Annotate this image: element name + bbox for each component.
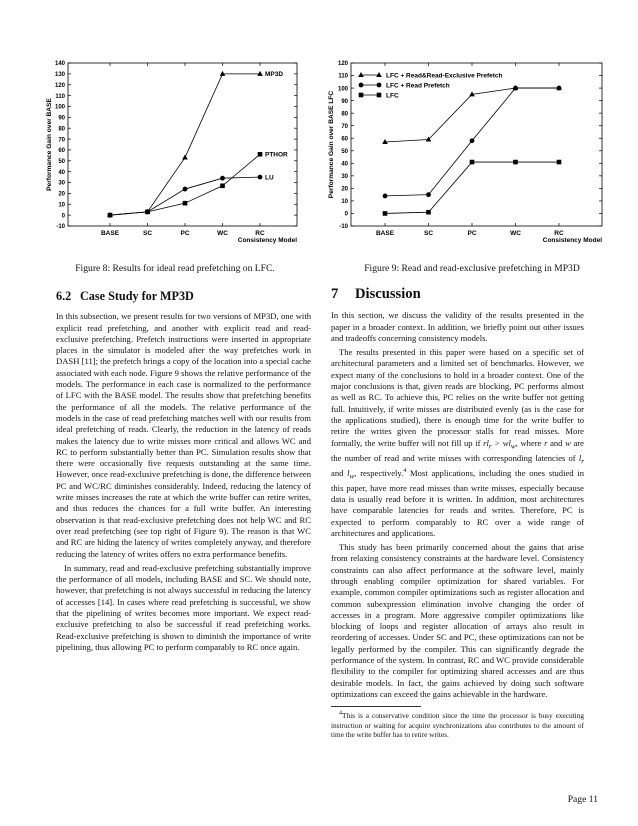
data-point — [513, 160, 518, 165]
series-lfc — [383, 160, 562, 216]
x-tick-label: WC — [217, 230, 228, 237]
x-axis-label: Consistency Model — [542, 237, 602, 244]
legend-marker — [376, 72, 382, 77]
y-tick-label: 80 — [58, 126, 65, 133]
page-number: Page 11 — [567, 794, 598, 805]
data-point — [470, 138, 475, 143]
data-point — [383, 194, 388, 199]
series-line — [110, 154, 260, 215]
x-axis-label: Consistency Model — [237, 237, 297, 244]
data-point — [257, 71, 263, 76]
y-tick-label: 10 — [341, 199, 348, 206]
y-tick-label: 90 — [341, 98, 348, 105]
data-point — [557, 86, 562, 91]
legend-label: LFC — [386, 92, 399, 100]
y-axis-label: Performance Gain over BASE LFC — [328, 90, 335, 199]
series-lfc-read-prefetch — [383, 86, 562, 199]
data-point — [258, 152, 263, 157]
y-tick-label: 140 — [54, 61, 65, 68]
footnote-4: $^4$This is a conservative condition since the time the processor is busy executing instruction or waiting for acquire synchronizations also contributes to the amount of time the write buffer has to retire writes. — [331, 710, 584, 740]
section-7-paragraph-1: In this section, we discuss the validity of the results presented in the paper in a broader context. In addition, we briefly point out other issues and tradeoffs concerning consistency models. — [331, 310, 584, 343]
data-point — [220, 71, 226, 76]
legend-marker — [377, 83, 382, 88]
figure-9-svg — [324, 56, 608, 246]
data-point — [470, 160, 475, 165]
y-tick-label: 70 — [341, 123, 348, 130]
series-label: MP3D — [265, 71, 284, 79]
y-tick-label: 120 — [337, 61, 348, 68]
figure-9-caption: Figure 9: Read and read-exclusive prefetching in MP3D — [364, 263, 580, 274]
data-point — [220, 176, 225, 181]
y-tick-label: 10 — [58, 202, 65, 209]
x-tick-label: BASE — [100, 230, 120, 237]
data-point — [183, 201, 188, 206]
legend-marker — [377, 93, 382, 98]
section-7-paragraph-2: The results presented in this paper were based on a specific set of architectural parameters and a limited set of benchmarks. However, we expect many of the conclusions to hold in a broader context. One of the major conclusions is that, given reads are blocking, PC performs almost as well as RC. To achieve this, PC relies on the write buffer not getting full. Intuitively, if write misses are distributed evenly (as is the case for the applications studied), there is enough time for the write buffer to retire the writes given the processor stalls for read misses. More formally, the write buffer will not fill up if $rl_r > wl_w$, where r and w are the number of read and write misses with corresponding latencies of $l_r$ and $l_w$, respectively.$^4$ Most applications, including the ones studied in this paper, have more read misses than write misses, especially because data is usually read before it is written. In addition, most architectures have comparable latencies for reads and writes. Therefore, PC is expected to perform comparably to RC over a wide range of architectures and applications. — [331, 347, 585, 538]
figure-8-svg — [42, 56, 300, 246]
y-tick-label: 30 — [58, 180, 65, 187]
legend-marker — [359, 83, 364, 88]
data-point — [383, 211, 388, 216]
y-tick-label: 110 — [338, 73, 348, 80]
data-point — [183, 187, 188, 192]
data-point — [557, 160, 562, 165]
y-tick-label: 60 — [58, 148, 65, 155]
figure-8-caption: Figure 8: Results for ideal read prefetching on LFC. — [75, 263, 275, 274]
x-tick-label: BASE — [375, 230, 395, 237]
y-tick-label: 0 — [61, 213, 65, 220]
footnote-rule — [331, 706, 421, 707]
left-column — [56, 291, 311, 653]
y-tick-label: 40 — [58, 169, 65, 176]
y-tick-label: 20 — [58, 191, 65, 198]
x-tick-label: RC — [255, 230, 265, 237]
y-tick-label: 50 — [341, 148, 348, 155]
y-tick-label: 90 — [58, 115, 65, 122]
section-6-2-paragraph-1: In this subsection, we present results for two versions of MP3D, one with explicit read prefetching, and another with explicit read and read-exclusive prefetching. Prefetch instructions were inserted in appropriate places in the simulator is modeled after the way prefetches work in DASH [11]; the prefetch brings a copy of the location into a special cache associated with each node. Figure 9 shows the relative performance of the models. The performance in each case is normalized to the performance of LFC with the BASE model. The results show that prefetching benefits the performance of all the models. The relative performance of the models in the case of read prefetching matches well with our results from ideal prefetching of reads. Clearly, the reduction in the latency of reads makes the latency due to write misses more critical and allows WC and RC to perform substantially better than PC. Simulation results show that there were occasionally five requests outstanding at the same time. However, once read-exclusive prefetching is done, the difference between PC and WC/RC diminishes considerably. Indeed, reducing the latency of write misses increases the rate at which the write buffer can retire writes, and thus reduces the chances for a full write buffer. An interesting observation is that read-exclusive prefetching does not help WC and RC over read prefetching (see top right of Figure 9). The reason is that WC and RC are hiding the latency of writes completely anyway, and therefore reducing the latency of writes offers no extra performance benefits. — [56, 311, 311, 559]
series-line — [110, 177, 260, 215]
data-point — [513, 86, 518, 91]
y-axis-label: Performance Gain over BASE — [46, 98, 53, 191]
section-6-2-heading: 6.2 Case Study for MP3D — [56, 289, 194, 303]
y-tick-label: 80 — [341, 111, 348, 118]
y-tick-label: 60 — [341, 136, 348, 143]
data-point — [426, 192, 431, 197]
data-point — [182, 155, 188, 160]
series-lfc-read-read-exclusive-prefetch — [382, 85, 562, 144]
y-tick-label: 40 — [341, 161, 348, 168]
y-tick-label: -10 — [56, 224, 65, 231]
y-tick-label: 0 — [344, 211, 348, 218]
series-label: LU — [265, 174, 274, 182]
y-tick-label: 20 — [341, 186, 348, 193]
series-lu — [108, 175, 263, 218]
x-tick-label: PC — [180, 230, 190, 237]
legend-marker — [358, 72, 364, 77]
series-line — [385, 162, 559, 213]
y-tick-label: 100 — [54, 104, 65, 111]
section-6-2-paragraph-2: In summary, read and read-exclusive prefetching substantially improve the performance of all models, including BASE and SC. We should note, however, that prefetching is not always successful in reducing the latency of accesses [14]. In cases where read prefetching is successful, we show that the pipelining of writes becomes more important. We expect read-exclusive prefetching to also be successful if read prefetching works. Read-exclusive prefetching is shown to diminish the importance of write pipelining, thus allowing PC to perform comparably to RC once again. — [56, 562, 311, 652]
x-tick-label: WC — [510, 230, 521, 237]
x-tick-label: PC — [467, 230, 477, 237]
figure-8-chart — [42, 56, 300, 246]
y-tick-label: 120 — [54, 82, 65, 89]
legend-label: LFC + Read Prefetch — [386, 82, 450, 90]
figure-9-chart — [324, 56, 608, 246]
series-label: PTHOR — [265, 151, 288, 159]
legend-entry — [359, 82, 450, 89]
legend-entry — [358, 72, 502, 79]
series-pthor — [108, 152, 263, 217]
series-mp3d — [107, 71, 263, 217]
data-point — [220, 183, 225, 188]
y-tick-label: 110 — [55, 93, 65, 100]
x-tick-label: SC — [423, 230, 434, 237]
y-tick-label: 100 — [337, 86, 348, 93]
y-tick-label: 30 — [341, 174, 348, 181]
legend-entry — [359, 92, 399, 99]
legend-label: LFC + Read&Read-Exclusive Prefetch — [386, 72, 503, 80]
y-tick-label: 50 — [58, 159, 65, 165]
data-point — [145, 209, 150, 214]
right-column — [331, 286, 585, 740]
plot-frame — [68, 63, 297, 226]
section-7-paragraph-3: This study has been primarily concerned about the gains that arise from relaxing consistency constraints at the hardware level. Consistency constraints can also affect performance at the software level, mainly through enabling compiler optimization for shared variables. For example, common compiler optimizations such as register allocation and common subexpression elimination involve changing the order of accesses in a program. More aggressive compiler optimizations like blocking of loops and register allocation of arrays also result in reordering of accesses. Under SC and PC, these optimizations can not be legally performed by the compiler. This can significantly degrade the performance of the system. In contrast, RC and WC provide considerable flexibility to the compiler for optimizing shared accesses and are thus desirable models. In fact, the gains achieved by doing such software optimizations can exceed the gains achievable in the hardware. — [331, 542, 584, 699]
x-tick-label: SC — [142, 230, 153, 237]
data-point — [258, 175, 263, 180]
section-7-heading: 7 Discussion — [331, 286, 421, 302]
data-point — [108, 213, 113, 218]
data-point — [426, 210, 431, 215]
y-tick-label: -10 — [339, 224, 348, 231]
x-tick-label: RC — [554, 230, 564, 237]
y-tick-label: 130 — [54, 72, 65, 79]
y-tick-label: 70 — [58, 137, 65, 144]
legend-marker — [359, 93, 364, 98]
series-line — [110, 74, 260, 215]
